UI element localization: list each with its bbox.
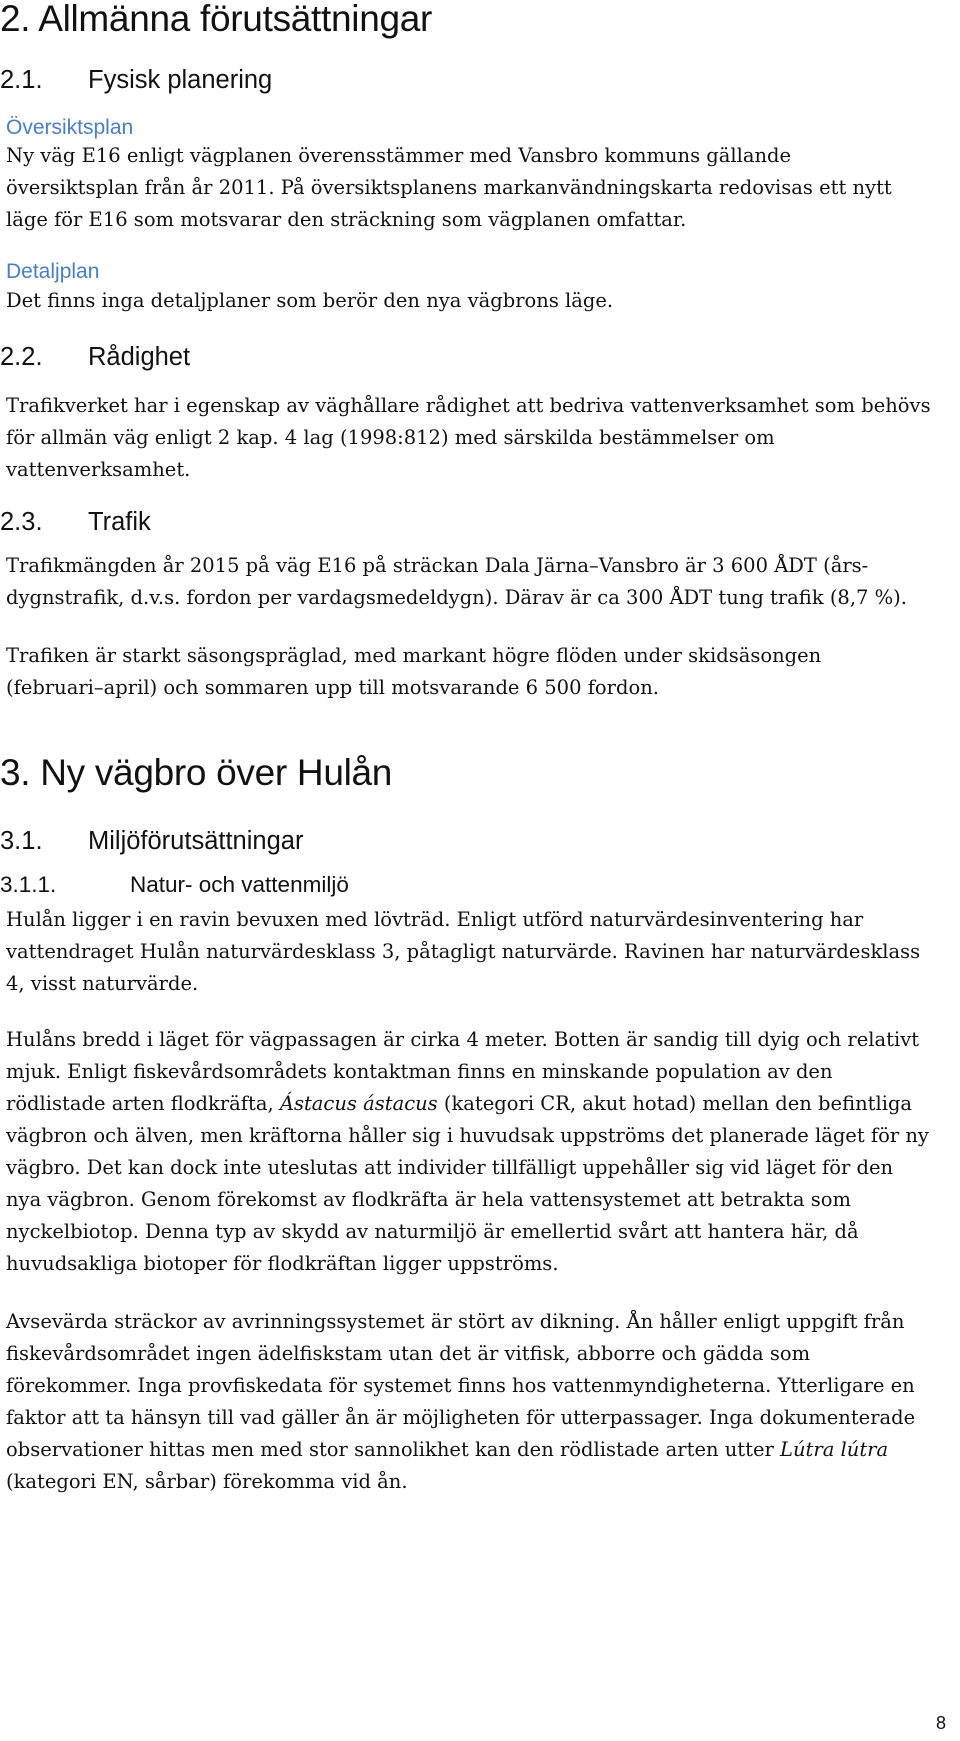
text-line: mjuk. Enligt fiskevårdsområdets kontaktman finns en minskande population av den — [6, 1060, 833, 1083]
text-run: rödlistade arten flodkräfta, — [6, 1092, 280, 1115]
text-line: dygnstrafik, d.v.s. fordon per vardagsmedeldygn). Därav är ca 300 ÅDT tung trafik (8,7 %). — [6, 586, 907, 609]
section-number: 3.1.1. — [0, 872, 57, 897]
text-line: nya vägbron. Genom förekomst av flodkräfta är hela vattensystemet att betrakta som — [6, 1188, 851, 1211]
text-line: vägbro. Det kan dock inte uteslutas att individer tillfälligt uppehåller sig vid läget för den — [6, 1156, 894, 1179]
text-line: för allmän väg enligt 2 kap. 4 lag (1998:812) med särskilda bestämmelser om — [6, 426, 775, 449]
text-line: vattendraget Hulån naturvärdesklass 3, påtagligt naturvärde. Ravinen har naturvärdesklass — [6, 940, 921, 963]
text-line: läge för E16 som motsvarar den sträckning som vägplanen omfattar. — [6, 208, 687, 231]
species-name-italic: Lútra lútra — [780, 1438, 889, 1461]
section-number: 2.3. — [0, 508, 43, 536]
text-line: Ny väg E16 enligt vägplanen överensstämmer med Vansbro kommuns gällande — [6, 144, 792, 167]
trafik-paragraph-2 — [6, 640, 954, 704]
text-line: nyckelbiotop. Denna typ av skydd av naturmiljö är emellertid svårt att hantera här, då — [6, 1220, 859, 1243]
text-line: förekommer. Inga provfiskedata för systemet finns hos vattenmyndigheterna. Ytterligare en — [6, 1374, 915, 1397]
trafik-paragraph-1 — [6, 550, 954, 614]
section-title: Miljöförutsättningar — [88, 827, 304, 855]
section-number: 2.1. — [0, 66, 43, 94]
text-line — [6, 1088, 954, 1120]
text-line: Avsevärda sträckor av avrinningssystemet är stört av dikning. Ån håller enligt uppgift från — [6, 1310, 905, 1333]
section-number: 2.2. — [0, 343, 43, 371]
radighet-paragraph — [6, 390, 954, 486]
text-run: observationer hittas men med stor sannolikhet kan den rödlistade arten utter — [6, 1438, 781, 1461]
section-title: Natur- och vattenmiljö — [130, 872, 349, 897]
species-name-italic: Ástacus ástacus — [279, 1092, 438, 1115]
text-line: Hulån ligger i en ravin bevuxen med lövträd. Enligt utförd naturvärdesinventering har — [6, 908, 864, 931]
text-line: faktor att ta hänsyn till vad gäller ån är möjligheten för utterpassager. Inga dokumenterade — [6, 1406, 916, 1429]
section-2-1-heading — [0, 66, 272, 95]
natur-paragraph-3 — [6, 1306, 954, 1498]
section-number: 3.1. — [0, 827, 43, 855]
section-2-3-heading — [0, 508, 151, 537]
section-3-1-heading — [0, 827, 303, 856]
text-line: 4, visst naturvärde. — [6, 972, 199, 995]
section-title: Fysisk planering — [88, 66, 273, 94]
section-3-1-1-heading — [0, 872, 349, 898]
section-title: Trafik — [88, 508, 151, 536]
text-line: Trafikmängden år 2015 på väg E16 på sträckan Dala Järna–Vansbro är 3 600 ÅDT (års- — [6, 554, 869, 577]
text-line: vattenverksamhet. — [6, 458, 191, 481]
text-line: Trafikverket har i egenskap av väghållare rådighet att bedriva vattenverksamhet som behövs — [6, 394, 931, 417]
text-line: huvudsakliga biotoper för flodkräftan ligger uppströms. — [6, 1252, 559, 1275]
text-line: (kategori EN, sårbar) förekomma vid ån. — [6, 1470, 408, 1493]
text-line: Trafiken är starkt säsongspräglad, med markant högre flöden under skidsäsongen — [6, 644, 822, 667]
detaljplan-heading: Detaljplan — [6, 260, 100, 283]
text-line: fiskevårdsområdet ingen ädelfiskstam utan det är vitfisk, abborre och gädda som — [6, 1342, 811, 1365]
section-2-2-heading — [0, 343, 190, 372]
page-number: 8 — [935, 1713, 946, 1733]
text-line: Det finns inga detaljplaner som berör den nya vägbrons läge. — [6, 289, 614, 312]
oversiktsplan-paragraph — [6, 140, 954, 236]
text-run: (kategori CR, akut hotad) mellan den befintliga — [437, 1092, 913, 1115]
section-3-heading: 3. Ny vägbro över Hulån — [0, 752, 393, 793]
natur-paragraph-1 — [6, 904, 954, 1000]
oversiktsplan-heading: Översiktsplan — [6, 116, 134, 139]
text-line: (februari–april) och sommaren upp till motsvarande 6 500 fordon. — [6, 676, 659, 699]
natur-paragraph-2 — [6, 1024, 954, 1280]
section-2-heading: 2. Allmänna förutsättningar — [0, 0, 433, 39]
text-line — [6, 1434, 954, 1466]
text-line: översiktsplan från år 2011. På översiktsplanens markanvändningskarta redovisas ett nytt — [6, 176, 892, 199]
section-title: Rådighet — [88, 343, 191, 371]
text-line: Hulåns bredd i läget för vägpassagen är cirka 4 meter. Botten är sandig till dyig och relativt — [6, 1028, 920, 1051]
detaljplan-paragraph — [6, 285, 954, 317]
text-line: vägbron och älven, men kräftorna håller sig i huvudsak uppströms det planerade läget för ny — [6, 1124, 929, 1147]
